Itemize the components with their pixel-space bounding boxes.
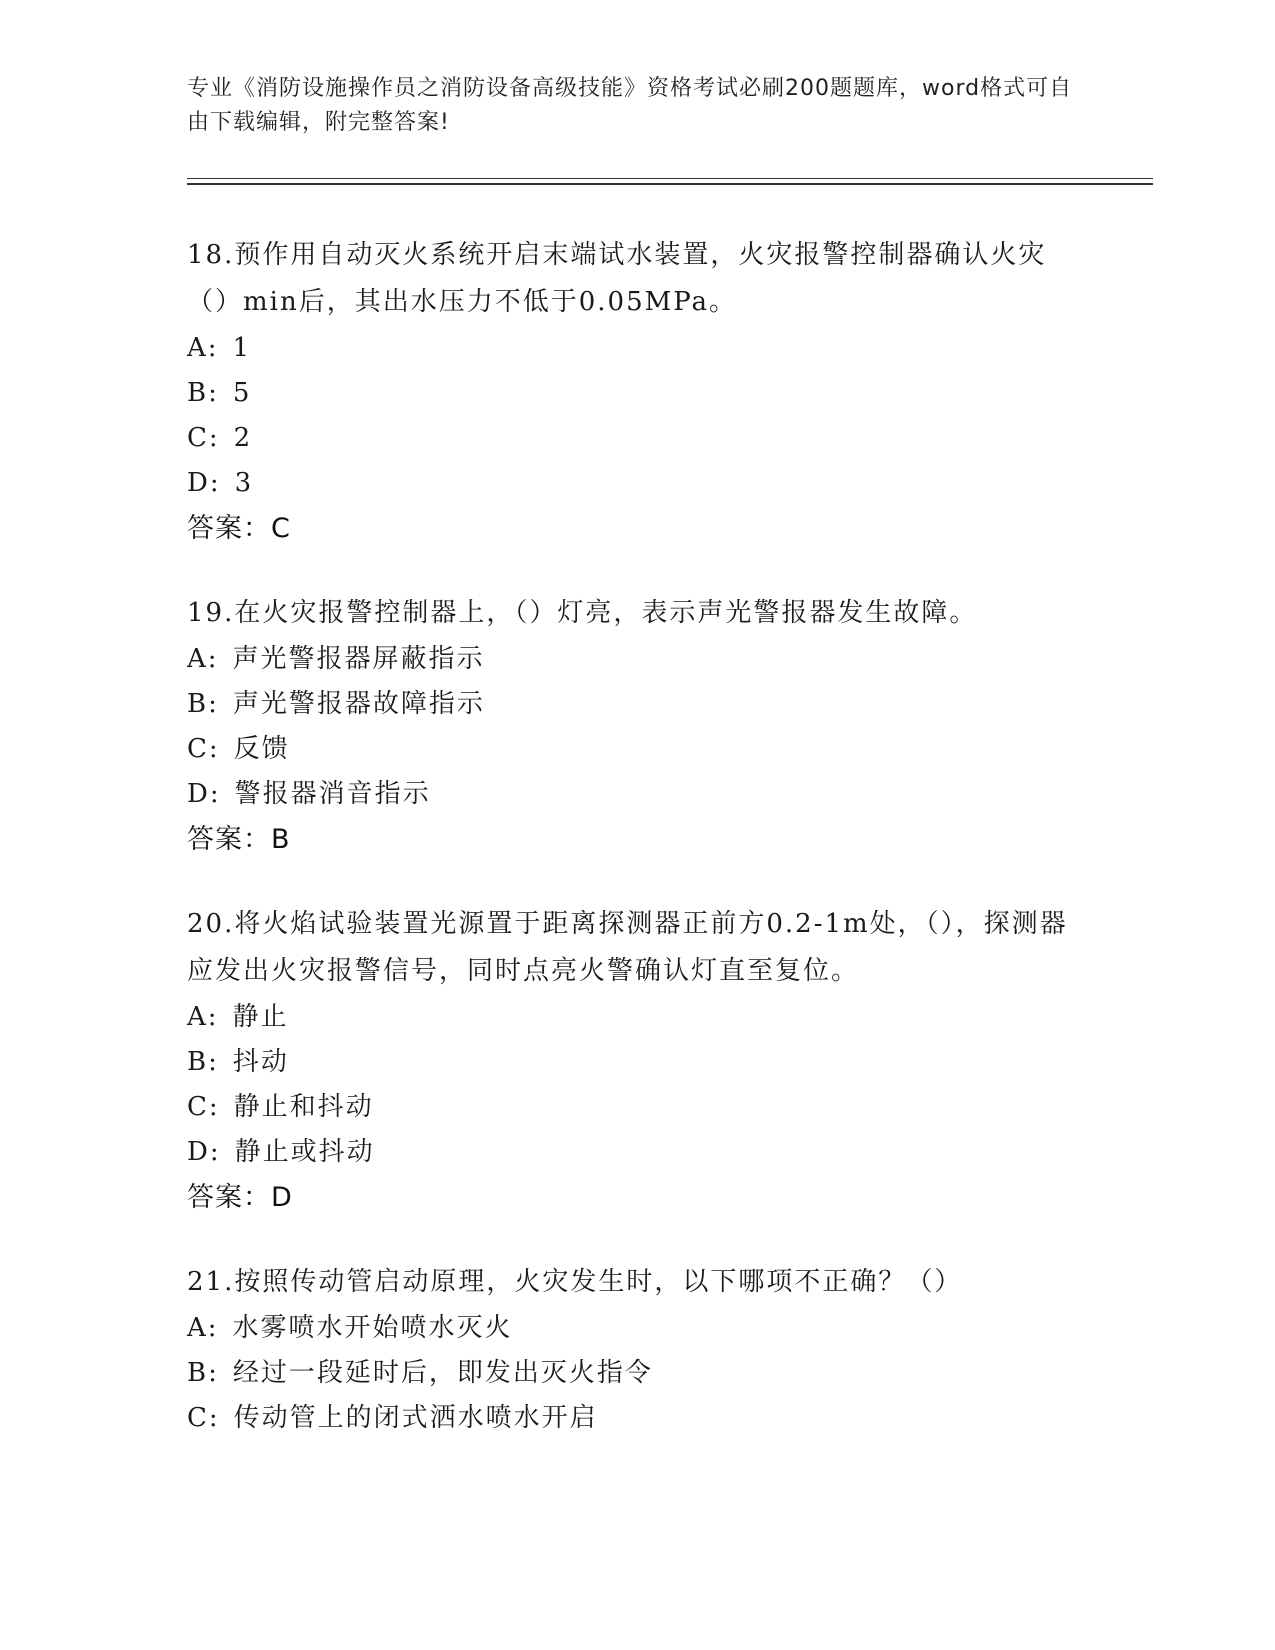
option-text: 2 (233, 423, 253, 453)
question-18 (187, 232, 1087, 552)
option-key: B: (187, 378, 219, 408)
option-key: B: (187, 1358, 219, 1388)
option-key: C: (187, 1403, 220, 1433)
option-c (187, 727, 1087, 772)
option-c (187, 416, 1087, 461)
option-key: C: (187, 734, 220, 764)
option-key: B: (187, 689, 219, 719)
option-a (187, 1306, 1087, 1351)
question-21 (187, 1259, 1087, 1441)
option-text: 1 (232, 333, 252, 363)
question-stem: 18.预作用自动灭火系统开启末端试水装置，火灾报警控制器确认火灾（）min后，其出水压力不低于0.05MPa。 (187, 240, 1047, 317)
option-text: 反馈 (233, 734, 290, 764)
option-c (187, 1085, 1087, 1130)
option-text: 水雾喷水开始喷水灭火 (232, 1313, 513, 1343)
option-d (187, 772, 1087, 817)
option-b (187, 1040, 1087, 1085)
option-d (187, 461, 1087, 506)
header-divider-top (187, 178, 1153, 179)
question-stem: 19.在火灾报警控制器上，（）灯亮，表示声光警报器发生故障。 (187, 598, 978, 628)
option-a (187, 326, 1087, 371)
answer-line: 答案：C (187, 513, 291, 544)
option-key: D: (187, 1137, 221, 1167)
option-b (187, 1351, 1087, 1396)
header-divider-bottom (187, 183, 1153, 185)
option-text: 警报器消音指示 (234, 779, 431, 809)
question-19 (187, 590, 1087, 863)
option-text: 静止 (232, 1002, 289, 1032)
option-text: 经过一段延时后，即发出灭火指令 (232, 1358, 653, 1388)
question-stem: 20.将火焰试验装置光源置于距离探测器正前方0.2-1m处，（），探测器应发出火灾报警信号，同时点亮火警确认灯直至复位。 (187, 909, 1068, 986)
answer-line: 答案：D (187, 1182, 293, 1213)
option-b (187, 682, 1087, 727)
option-a (187, 995, 1087, 1040)
option-text: 传动管上的闭式洒水喷水开启 (233, 1403, 598, 1433)
question-list (187, 232, 1087, 1479)
option-key: A: (187, 644, 219, 674)
option-c (187, 1396, 1087, 1441)
option-key: B: (187, 1047, 219, 1077)
option-key: D: (187, 468, 221, 498)
option-text: 3 (234, 468, 254, 498)
option-text: 声光警报器故障指示 (232, 689, 485, 719)
option-a (187, 637, 1087, 682)
option-text: 5 (232, 378, 252, 408)
option-d (187, 1130, 1087, 1175)
option-text: 静止和抖动 (233, 1092, 374, 1122)
option-key: A: (187, 1313, 219, 1343)
document-header: 专业《消防设施操作员之消防设备高级技能》资格考试必刷200题题库，word格式可自由下载编辑，附完整答案! (187, 76, 1073, 135)
option-key: A: (187, 1002, 219, 1032)
option-key: C: (187, 1092, 220, 1122)
option-b (187, 371, 1087, 416)
option-key: C: (187, 423, 220, 453)
option-text: 抖动 (232, 1047, 289, 1077)
question-20 (187, 901, 1087, 1221)
option-text: 静止或抖动 (234, 1137, 375, 1167)
question-stem: 21.按照传动管启动原理，火灾发生时，以下哪项不正确？（） (187, 1267, 963, 1297)
answer-line: 答案：B (187, 824, 291, 855)
option-key: D: (187, 779, 221, 809)
option-text: 声光警报器屏蔽指示 (232, 644, 485, 674)
option-key: A: (187, 333, 219, 363)
